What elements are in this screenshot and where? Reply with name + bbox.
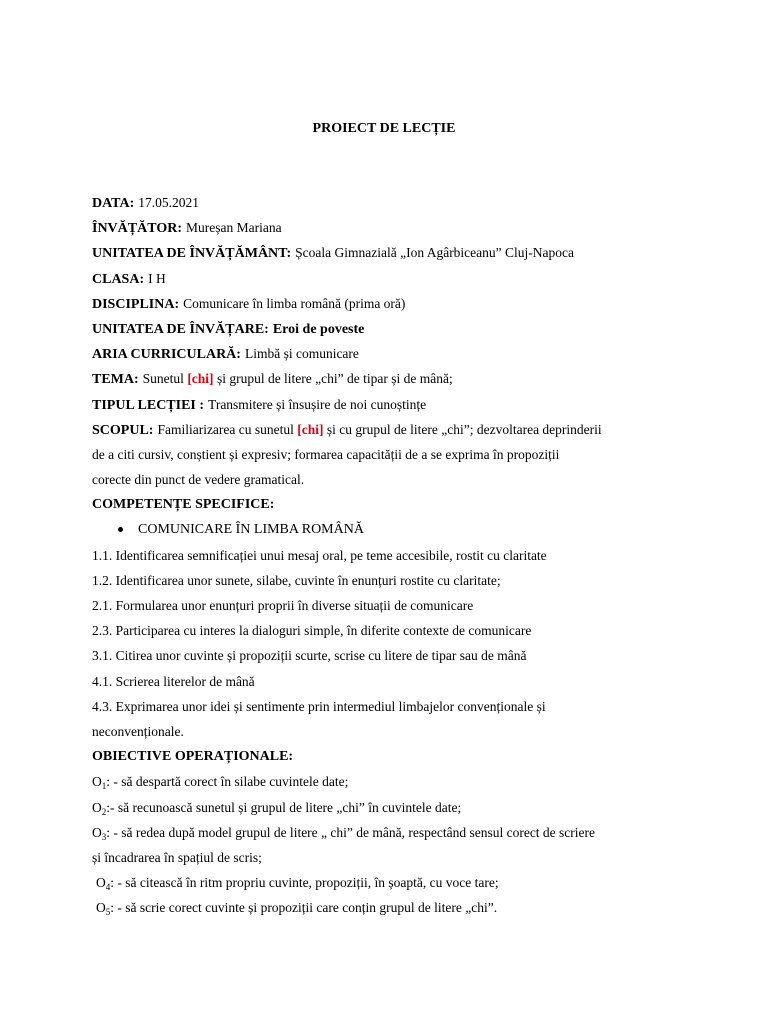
competenta-item: 1.1. Identificarea semnificației unui mesaj oral, pe teme accesibile, rostit cu claritate — [92, 547, 547, 563]
field-label: TIPUL LECȚIEI : — [92, 397, 205, 413]
field-label: ÎNVĂȚĂTOR: — [92, 221, 182, 237]
field-data — [92, 190, 732, 215]
competente-heading: COMPETENȚE SPECIFICE: — [92, 497, 275, 513]
field-unitatea-invatare — [92, 316, 732, 341]
obiectiv-item — [92, 870, 732, 895]
tema-highlight: [chi] — [187, 371, 214, 387]
field-value: Eroi de poveste — [272, 321, 365, 337]
obiectiv-item — [92, 820, 732, 845]
field-value: Transmitere și însușire de noi cunoștințe — [208, 396, 427, 412]
obiectiv-letter: O — [92, 824, 102, 840]
competenta-item: 1.2. Identificarea unor sunete, silabe, cuvinte în enunțuri rostite cu claritate; — [92, 572, 501, 588]
bullet-marker — [118, 527, 123, 532]
obiectiv-text: :- să recunoască sunetul și grupul de litere „chi” în cuvintele date; — [106, 799, 462, 815]
competenta-item: 2.1. Formularea unor enunțuri proprii în diverse situații de comunicare — [92, 598, 474, 613]
field-disciplina — [92, 291, 732, 316]
field-value: Limbă și comunicare — [244, 346, 359, 362]
competente-bullet-item — [92, 517, 732, 542]
field-clasa — [92, 266, 732, 291]
tema-text-before: Sunetul — [142, 371, 188, 387]
field-label: TEMA: — [92, 372, 139, 388]
field-tema — [92, 366, 732, 391]
obiectiv-number: 4 — [105, 882, 111, 893]
bullet-text: COMUNICARE ÎN LIMBA ROMÂNĂ — [138, 522, 364, 538]
obiective-heading: OBIECTIVE OPERAȚIONALE: — [92, 749, 294, 765]
document-title: PROIECT DE LECȚIE — [312, 121, 456, 136]
tema-text-after: și grupul de litere „chi” de tipar și de mână; — [213, 371, 453, 387]
scopul-text-after: și cu grupul de litere „chi”; dezvoltarea deprinderii — [323, 421, 602, 437]
obiectiv-number: 3 — [101, 831, 107, 842]
field-value: Comunicare în limba română (prima oră) — [183, 295, 406, 311]
obiectiv-text: : - să despartă corect în silabe cuvintele date; — [106, 774, 349, 790]
field-tipul-lectiei — [92, 392, 732, 417]
obiectiv-letter: O — [92, 774, 102, 790]
obiectiv-number: 1 — [101, 781, 107, 792]
document-body — [92, 190, 732, 920]
obiectiv-text: : - să citească în ritm propriu cuvinte, propoziții, în șoaptă, cu voce tare; — [110, 875, 499, 891]
competenta-item-continuation: neconvenționale. — [92, 723, 184, 739]
obiectiv-number: 5 — [105, 907, 111, 918]
field-label: UNITATEA DE ÎNVĂȚARE: — [92, 321, 269, 337]
competenta-item: 3.1. Citirea unor cuvinte și propoziții scurte, scrise cu litere de tipar sau de mână — [92, 648, 527, 664]
field-label: ARIA CURRICULARĂ: — [92, 347, 241, 363]
obiectiv-letter: O — [92, 799, 102, 815]
obiectiv-text: : - să scrie corect cuvinte și propoziții care conțin grupul de litere „chi”. — [110, 900, 498, 916]
obiectiv-item-continuation: și încadrarea în spațiul de scris; — [92, 849, 262, 865]
field-label: CLASA: — [92, 271, 145, 287]
field-value: 17.05.2021 — [138, 195, 200, 210]
obiectiv-number: 2 — [101, 806, 107, 817]
field-invatator — [92, 215, 732, 240]
obiectiv-item — [92, 769, 732, 794]
scopul-text-before: Familiarizarea cu sunetul — [157, 421, 298, 437]
scopul-continuation: corecte din punct de vedere gramatical. — [92, 472, 305, 488]
scopul-continuation: de a citi cursiv, conștient și expresiv; formarea capacității de a se exprima în propoziții — [92, 446, 560, 462]
field-label: DISCIPLINA: — [92, 296, 180, 312]
scopul-highlight: [chi] — [297, 421, 324, 437]
competenta-item: 2.3. Participarea cu interes la dialoguri simple, în diferite contexte de comunicare — [92, 623, 532, 639]
obiectiv-text: : - să redea după model grupul de litere „ chi” de mână, respectând sensul corect de scriere — [106, 824, 596, 840]
field-aria-curriculara — [92, 341, 732, 366]
field-value: Școala Gimnazială „Ion Agârbiceanu” Cluj-Napoca — [295, 245, 575, 261]
obiectiv-letter: O — [96, 900, 106, 916]
field-label: UNITATEA DE ÎNVĂȚĂMÂNT: — [92, 246, 292, 262]
obiectiv-letter: O — [96, 875, 106, 891]
competenta-item: 4.3. Exprimarea unor idei și sentimente prin intermediul limbajelor convenționale și — [92, 698, 546, 714]
field-label: SCOPUL: — [92, 422, 154, 438]
field-unitatea-invatamant — [92, 240, 732, 265]
field-label: DATA: — [92, 196, 135, 211]
obiectiv-item — [92, 795, 732, 820]
competenta-item: 4.1. Scrierea literelor de mână — [92, 673, 255, 689]
field-scopul — [92, 417, 732, 442]
field-value: Mureșan Mariana — [185, 220, 282, 236]
field-value: I H — [148, 270, 166, 286]
obiectiv-item — [92, 895, 732, 920]
